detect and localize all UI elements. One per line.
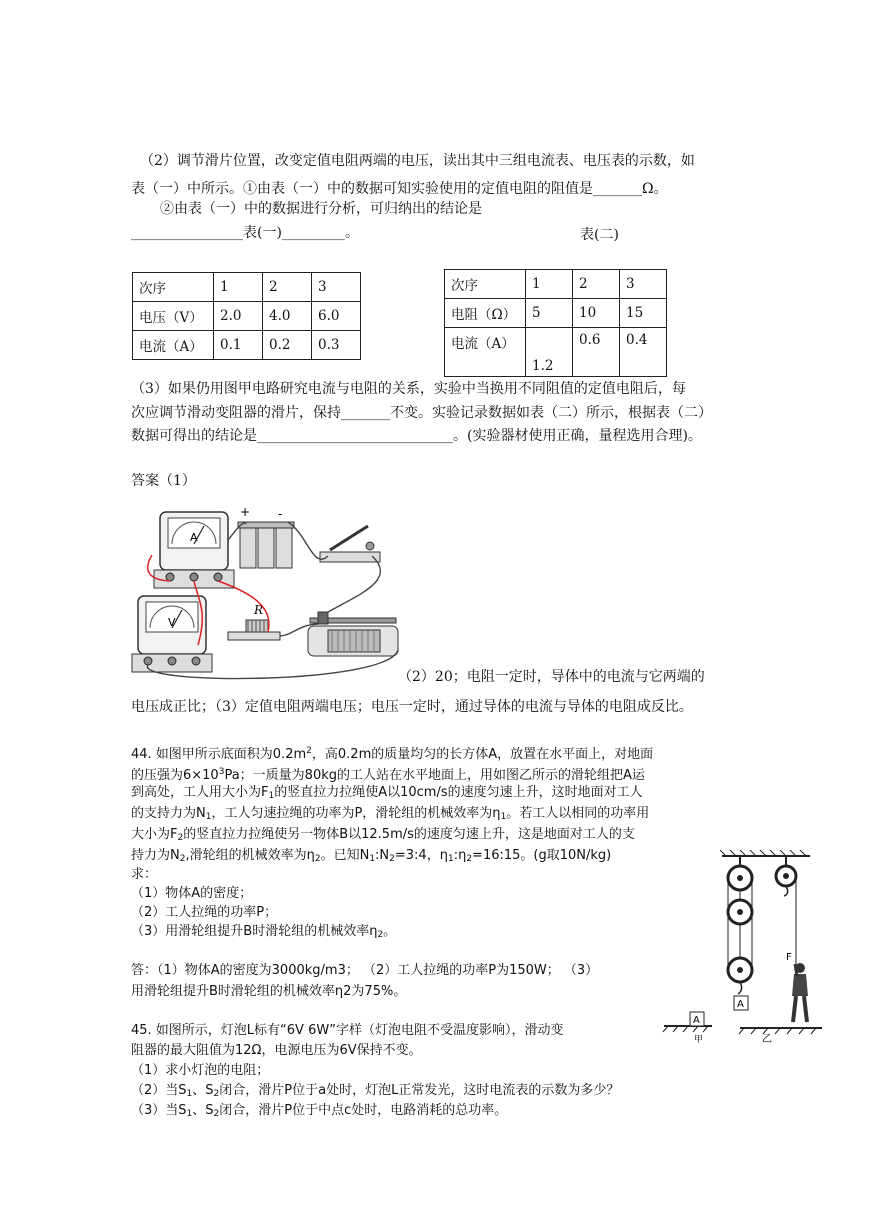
text: ,滑轮组的机械效率为η [185, 848, 315, 863]
table-cell: 1.2 [526, 328, 573, 377]
block-a-ground-label: A [693, 1015, 700, 1026]
table-cell: 5 [526, 299, 573, 328]
table-row [445, 299, 667, 328]
table-cell: 电流（A） [133, 331, 214, 360]
q44-line-2 [131, 763, 645, 785]
table-row [445, 270, 667, 299]
table-cell: 电流（A） [445, 328, 526, 377]
text: 、S [192, 1083, 214, 1098]
table-cell: 次序 [133, 273, 214, 302]
table-cell: 0.2 [263, 331, 312, 360]
table-row [133, 331, 361, 360]
answer-tail-1: （2）20；电阻一定时，导体中的电流与它两端的 [398, 669, 705, 685]
q44-line-7: 求： [131, 867, 158, 882]
ammeter-label: A [190, 531, 198, 544]
table-cell: 2.0 [214, 302, 263, 331]
subscript: 1 [186, 1089, 193, 1099]
text: （2）当S [131, 1083, 187, 1098]
text: （3）当S [131, 1103, 187, 1118]
table-cell: 电阻（Ω） [445, 299, 526, 328]
text: 到高处，工人用大小为F [131, 785, 269, 800]
q44-answer-1: 答：（1）物体A的密度为3000kg/m3； （2）工人拉绳的功率P为150W； （3） [131, 963, 599, 978]
table-cell: 0.3 [312, 331, 361, 360]
subscript: 2 [314, 854, 321, 864]
table-cell: 3 [312, 273, 361, 302]
q45-sub-1: （1）求小灯泡的电阻； [131, 1063, 270, 1078]
table-2 [444, 269, 667, 377]
text: :N [375, 848, 390, 863]
text: =3:4，η [394, 848, 448, 863]
table-1 [132, 272, 361, 360]
q2-line-2: 表（一）中所示。①由表（一）中的数据可知实验使用的定值电阻的阻值是_______Ω。 [131, 181, 668, 197]
text: 的支持力为N [131, 806, 206, 821]
answer-label: 答案（1） [131, 473, 196, 489]
q45-sub-2 [131, 1082, 619, 1103]
ceiling-icon [720, 850, 810, 856]
subscript: 1 [369, 854, 376, 864]
text: 闭合，滑片P位于中点c处时，电路消耗的总功率。 [219, 1103, 508, 1118]
table-cell: 0.4 [620, 328, 667, 377]
text: （3）用滑轮组提升B时滑轮组的机械效率η [131, 924, 378, 939]
text: ，工人匀速拉绳的功率为P，滑轮组的机械效率为η [211, 806, 501, 821]
q44-line-5 [131, 826, 635, 847]
q3-line-2: 次应调节滑动变阻器的滑片，保持_______不变。实验记录数据如表（二）所示，根据表（二） [131, 405, 712, 421]
subscript: 2 [213, 1089, 220, 1099]
table2-caption: 表(二) [580, 227, 619, 243]
yi-label: 乙 [762, 1034, 772, 1045]
text: 44. 如图甲所示底面积为0.2m [131, 747, 307, 762]
subscript: 2 [179, 854, 186, 864]
pulley-figure [660, 850, 830, 1045]
subscript: 1 [186, 1109, 193, 1119]
minus-label: - [278, 507, 283, 521]
table-cell: 6.0 [312, 302, 361, 331]
switch-icon [320, 526, 380, 562]
table-cell: 4.0 [263, 302, 312, 331]
q44-sub-1: （1）物体A的密度； [131, 886, 253, 901]
pulley-system-icon [728, 856, 796, 994]
subscript: 1 [205, 812, 212, 822]
circuit-figure [128, 500, 413, 685]
blank: ________________ [131, 225, 243, 241]
subscript: 2 [466, 854, 473, 864]
text: 闭合，滑片P位于a处时，灯泡L正常发光，这时电流表的示数为多少？ [219, 1083, 620, 1098]
ammeter-icon [154, 512, 234, 588]
q2-line-1: （2）调节滑片位置，改变定值电阻两端的电压，读出其中三组电流表、电压表的示数，如 [140, 153, 695, 169]
table-row [133, 273, 361, 302]
q44-line-3 [131, 784, 643, 805]
subscript: 1 [500, 812, 507, 822]
answer-tail-2: 电压成正比；（3）定值电阻两端电压；电压一定时，通过导体的电流与导体的电阻成反比。 [131, 699, 693, 715]
plus-label: + [240, 505, 251, 519]
subscript: 1 [447, 854, 454, 864]
text: 的竖直拉力拉绳使另一物体B以12.5m/s的速度匀速上升，这是地面对工人的支 [183, 827, 635, 842]
jia-label: 甲 [694, 1035, 704, 1045]
table-cell: 次序 [445, 270, 526, 299]
q3-line-1: （3）如果仍用图甲电路研究电流与电阻的关系，实验中当换用不同阻值的定值电阻后，每 [131, 381, 686, 397]
voltmeter-label: V [168, 616, 176, 629]
ground-icon [663, 1012, 822, 1045]
subscript: 2 [213, 1109, 220, 1119]
q45-line-1: 45. 如图所示，灯泡L标有“6V 6W”字样（灯泡电阻不受温度影响），滑动变 [131, 1023, 564, 1038]
text: 的压强为6×10 [131, 768, 219, 783]
q44-line-6 [131, 847, 611, 868]
q44-answer-2: 用滑轮组提升B时滑轮组的机械效率η2为75%。 [131, 984, 407, 999]
table-cell: 0.6 [573, 328, 620, 377]
superscript: 2 [306, 746, 312, 756]
superscript: 3 [218, 767, 225, 777]
q45-line-2: 阻器的最大阻值为12Ω，电源电压为6V保持不变。 [131, 1043, 422, 1058]
text: 持力为N [131, 848, 180, 863]
worker-icon [786, 952, 808, 1022]
text: :η [453, 848, 467, 863]
resistor-icon [228, 603, 280, 640]
q45-sub-3 [131, 1102, 507, 1123]
text: 、S [192, 1103, 214, 1118]
rheostat-icon [308, 612, 398, 656]
text: 的竖直拉力拉绳使A以10cm/s的速度匀速上升，这时地面对工人 [274, 785, 643, 800]
text: 。已知N [320, 848, 370, 863]
text: 。若工人以相同的功率用 [506, 806, 650, 821]
q44-line-4 [131, 805, 649, 826]
q2-line-3: ②由表（一）中的数据进行分析，可归纳出的结论是 [160, 201, 482, 217]
table-cell: 15 [620, 299, 667, 328]
table-cell: 0.1 [214, 331, 263, 360]
block-a-label: A [737, 999, 744, 1010]
table-row [133, 302, 361, 331]
table-cell: 3 [620, 270, 667, 299]
table-cell: 2 [573, 270, 620, 299]
table1-caption: 表(一) [243, 225, 282, 241]
blank: _________。 [281, 225, 359, 241]
battery-icon [238, 505, 294, 568]
table-cell: 2 [263, 273, 312, 302]
text: 大小为F [131, 827, 178, 842]
subscript: 2 [389, 854, 395, 864]
text: 。 [383, 924, 397, 939]
subscript: 2 [177, 833, 184, 843]
text: ，高0.2m的质量均匀的长方体A，放置在水平面上，对地面 [311, 747, 654, 762]
table-cell: 1 [526, 270, 573, 299]
force-label: F [786, 952, 792, 963]
block-a-icon [734, 996, 748, 1010]
q2-line-4 [131, 224, 359, 242]
q44-line-1 [131, 742, 653, 764]
table-cell: 电压（V） [133, 302, 214, 331]
text: Pa；一质量为80kg的工人站在水平地面上，用如图乙所示的滑轮组把A运 [224, 768, 645, 783]
table-cell: 1 [214, 273, 263, 302]
text: =16:15。(g取10N/kg) [472, 848, 612, 863]
table-cell: 10 [573, 299, 620, 328]
subscript: 2 [377, 930, 384, 940]
q44-sub-2: （2）工人拉绳的功率P； [131, 905, 278, 920]
subscript: 1 [268, 791, 275, 801]
resistor-label: R [254, 603, 264, 617]
table-row [445, 328, 667, 377]
q44-sub-3 [131, 923, 396, 944]
q3-line-3: 数据可得出的结论是____________________________。(实验器材使用正确，量程选用合理)。 [131, 428, 702, 444]
